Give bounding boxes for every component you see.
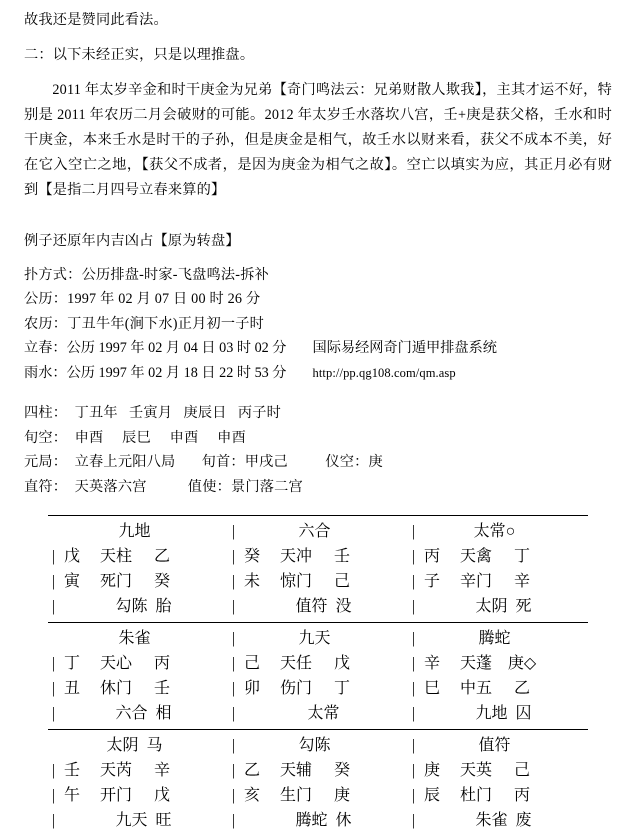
palace-stem-right: 乙 <box>153 548 170 565</box>
palace-branch: 丑 <box>63 680 80 697</box>
pillar-line-xunkong: 旬空： 申酉 辰巳 申酉 申酉 <box>24 429 246 446</box>
palace-god-state: 太常 <box>307 705 340 722</box>
qimen-chart <box>48 515 588 836</box>
palace-stem-right: 丙 <box>153 655 170 672</box>
palace-god-state: 六合 相 <box>115 705 172 722</box>
divider-bar: | <box>231 705 236 722</box>
palace-god: 太常○ <box>473 523 516 540</box>
palace-top <box>408 733 588 758</box>
divider-bar: | <box>411 523 416 540</box>
palace-line-2 <box>228 569 408 594</box>
divider-bar: | <box>51 762 56 779</box>
palace-star: 天心 <box>99 655 132 672</box>
palace-line-2 <box>228 783 408 808</box>
palace-branch: 午 <box>63 787 80 804</box>
divider-bar: | <box>411 737 416 754</box>
palace-stem-left: 戊 <box>63 548 80 565</box>
palace-cell <box>228 730 408 836</box>
divider-bar: | <box>411 680 416 697</box>
chart-row <box>48 730 588 836</box>
divider-bar: | <box>51 680 56 697</box>
palace-branch: 巳 <box>423 680 440 697</box>
pillar-line-yuanju: 元局： 立春上元阳八局 旬首：甲戌己 仪空：庚 <box>24 454 383 470</box>
palace-star: 天蓬 <box>459 655 492 672</box>
palace-line-1 <box>228 544 408 569</box>
divider-bar: | <box>231 573 236 590</box>
divider-bar: | <box>51 812 56 829</box>
palace-line-2 <box>408 676 588 701</box>
palace-line-2 <box>228 676 408 701</box>
palace-line-1 <box>48 544 228 569</box>
palace-gate: 休门 <box>99 680 132 697</box>
palace-top <box>48 733 228 758</box>
palace-branch: 辰 <box>423 787 440 804</box>
palace-stem-right: 庚◇ <box>507 655 537 672</box>
palace-top <box>228 519 408 544</box>
palace-god: 九天 <box>298 630 331 647</box>
palace-branch: 寅 <box>63 573 80 590</box>
palace-line-3 <box>228 808 408 833</box>
palace-god: 勾陈 <box>298 737 331 754</box>
divider-bar: | <box>231 762 236 779</box>
paragraph-3: 2011 年太岁辛金和时干庚金为兄弟【奇门鸣法云：兄弟财散人欺我】，主其才运不好，特别是 2011 年农历二月会破财的可能。2012 年太岁壬水落坎八宫，壬+庚是获父格，壬水和时干庚金，本来壬水是时干的子孙，但是庚金是相气，故壬水以财来看，获父不成本不美，好在它入空亡之地，【获父不成者，是因为庚金为相气之故】。空亡以填实为应，其正月必有财到【是指二月四号立春来算的】 <box>24 82 612 198</box>
palace-god: 朱雀 <box>118 630 151 647</box>
palace-line-3 <box>228 594 408 619</box>
palace-line-1 <box>228 651 408 676</box>
palace-cell <box>408 730 588 836</box>
palace-stem-right: 丁 <box>513 548 530 565</box>
info-line-lunar-date <box>24 312 612 337</box>
solar-term-lichun <box>24 336 612 361</box>
palace-gate: 开门 <box>99 787 132 804</box>
palace-god-state: 值符 没 <box>295 598 352 615</box>
palace-line-2 <box>48 676 228 701</box>
divider-bar: | <box>411 812 416 829</box>
palace-top <box>48 626 228 651</box>
palace-gate: 辛门 <box>459 573 492 590</box>
palace-gate: 死门 <box>99 573 132 590</box>
palace-god-state: 勾陈 胎 <box>115 598 172 615</box>
palace-line-3 <box>408 701 588 726</box>
palace-god-state: 腾蛇 休 <box>295 812 352 829</box>
palace-stem-right: 癸 <box>333 762 350 779</box>
info-value: 1997 年 02 月 07 日 00 时 26 分 <box>67 291 261 307</box>
palace-stem-left: 辛 <box>423 655 440 672</box>
palace-stem-left: 庚 <box>423 762 440 779</box>
palace-stem-left: 丙 <box>423 548 440 565</box>
info-line-method <box>24 263 612 288</box>
divider-bar: | <box>51 598 56 615</box>
info-label: 公历： <box>24 291 68 307</box>
palace-line-2 <box>48 783 228 808</box>
palace-star: 天英 <box>459 762 492 779</box>
divider-bar: | <box>51 548 56 565</box>
divider-bar: | <box>411 705 416 722</box>
palace-line-3 <box>48 594 228 619</box>
yushui-text <box>24 361 287 386</box>
yushui-label: 雨水： <box>24 364 67 381</box>
palace-branch: 亥 <box>243 787 260 804</box>
palace-stem-lower: 戊 <box>153 787 170 804</box>
divider-bar: | <box>231 548 236 565</box>
palace-gate: 惊门 <box>279 573 312 590</box>
palace-line-3 <box>48 701 228 726</box>
palace-stem-lower: 癸 <box>153 573 170 590</box>
palace-gate: 杜门 <box>459 787 492 804</box>
solar-term-yushui <box>24 361 612 386</box>
palace-stem-right: 辛 <box>153 762 170 779</box>
palace-line-3 <box>228 701 408 726</box>
chart-row <box>48 516 588 622</box>
palace-god: 腾蛇 <box>478 630 511 647</box>
pillar-line-zhifu: 直符： 天英落六宫 值使：景门落二宫 <box>24 478 303 495</box>
palace-gate: 生门 <box>279 787 312 804</box>
palace-line-3 <box>408 594 588 619</box>
palace-line-2 <box>408 783 588 808</box>
palace-stem-lower: 丁 <box>333 680 350 697</box>
palace-cell <box>48 623 228 729</box>
palace-stem-right: 己 <box>513 762 530 779</box>
lichun-text <box>24 336 287 361</box>
palace-star: 天禽 <box>459 548 492 565</box>
palace-star: 天柱 <box>99 548 132 565</box>
palace-cell <box>228 516 408 622</box>
info-value: 丁丑牛年(涧下水)正月初一子时 <box>67 315 265 332</box>
info-line-solar-date <box>24 287 612 312</box>
palace-stem-left: 己 <box>243 655 260 672</box>
palace-cell <box>408 516 588 622</box>
divider-bar: | <box>51 787 56 804</box>
palace-line-3 <box>408 808 588 833</box>
palace-star: 天冲 <box>279 548 312 565</box>
palace-stem-lower: 辛 <box>513 573 530 590</box>
divider-bar: | <box>231 630 236 647</box>
info-label: 扑方式： <box>24 266 82 283</box>
divider-bar: | <box>411 573 416 590</box>
palace-stem-right: 壬 <box>333 548 350 565</box>
palace-god: 九地 <box>118 523 151 540</box>
palace-line-1 <box>408 651 588 676</box>
paragraph-2: 二：以下未经正实，只是以理推盘。 <box>24 47 255 63</box>
divider-bar: | <box>231 523 236 540</box>
divider-bar: | <box>231 598 236 615</box>
spacer <box>24 254 612 263</box>
divider-bar: | <box>411 762 416 779</box>
palace-branch: 卯 <box>243 680 260 697</box>
palace-top <box>408 626 588 651</box>
palace-stem-lower: 庚 <box>333 787 350 804</box>
info-value: 公历排盘-时家-飞盘鸣法-拆补 <box>81 266 269 283</box>
spacer <box>24 213 612 229</box>
example-title: 例子还原年内吉凶占【原为转盘】 <box>24 233 240 249</box>
palace-stem-left: 丁 <box>63 655 80 672</box>
palace-star: 天芮 <box>99 762 132 779</box>
palace-stem-lower: 丙 <box>513 787 530 804</box>
palace-line-1 <box>408 544 588 569</box>
palace-god-state: 九地 囚 <box>475 705 532 722</box>
palace-cell <box>408 623 588 729</box>
palace-star: 天辅 <box>279 762 312 779</box>
info-label: 农历： <box>24 315 68 332</box>
palace-gate: 中五 <box>459 680 492 697</box>
divider-bar: | <box>231 787 236 804</box>
chart-row <box>48 623 588 729</box>
palace-star: 天任 <box>279 655 312 672</box>
palace-line-2 <box>48 569 228 594</box>
site-name: 国际易经网奇门遁甲排盘系统 <box>312 340 497 356</box>
yushui-value: 公历 1997 年 02 月 18 日 22 时 53 分 <box>66 364 287 381</box>
divider-bar: | <box>231 812 236 829</box>
palace-stem-lower: 己 <box>333 573 350 590</box>
lichun-label: 立春： <box>24 340 67 356</box>
divider-bar: | <box>411 548 416 565</box>
site-url: http://pp.qg108.com/qm.asp <box>312 365 456 380</box>
divider-bar: | <box>51 705 56 722</box>
divider-bar: | <box>231 737 236 754</box>
divider-bar: | <box>231 655 236 672</box>
divider-bar: | <box>51 573 56 590</box>
divider-bar: | <box>411 630 416 647</box>
divider-bar: | <box>51 655 56 672</box>
spacer <box>24 385 612 401</box>
lichun-value: 公历 1997 年 02 月 04 日 03 时 02 分 <box>66 340 287 356</box>
palace-cell <box>228 623 408 729</box>
palace-stem-left: 乙 <box>243 762 260 779</box>
palace-stem-left: 壬 <box>63 762 80 779</box>
palace-line-2 <box>408 569 588 594</box>
palace-stem-left: 癸 <box>243 548 260 565</box>
palace-top <box>408 519 588 544</box>
palace-cell <box>48 730 228 836</box>
palace-top <box>48 519 228 544</box>
palace-god: 太阴 马 <box>106 737 163 754</box>
pillar-line-sizhu: 四柱： 丁丑年 壬寅月 庚辰日 丙子时 <box>24 405 282 421</box>
palace-god-state: 朱雀 废 <box>475 812 532 829</box>
palace-god-state: 太阴 死 <box>475 598 532 615</box>
divider-bar: | <box>231 680 236 697</box>
palace-cell <box>48 516 228 622</box>
divider-bar: | <box>411 787 416 804</box>
palace-top <box>228 626 408 651</box>
paragraph-1: 故我还是赞同此看法。 <box>24 12 168 28</box>
divider-bar: | <box>411 655 416 672</box>
palace-branch: 子 <box>423 573 440 590</box>
divider-bar: | <box>411 598 416 615</box>
palace-top <box>228 733 408 758</box>
palace-stem-lower: 乙 <box>513 680 530 697</box>
palace-branch: 未 <box>243 573 260 590</box>
palace-god-state: 九天 旺 <box>115 812 172 829</box>
palace-god: 值符 <box>478 737 511 754</box>
palace-line-3 <box>48 808 228 833</box>
palace-line-1 <box>48 651 228 676</box>
palace-stem-lower: 壬 <box>153 680 170 697</box>
palace-gate: 伤门 <box>279 680 312 697</box>
palace-god: 六合 <box>298 523 331 540</box>
palace-stem-right: 戊 <box>333 655 350 672</box>
